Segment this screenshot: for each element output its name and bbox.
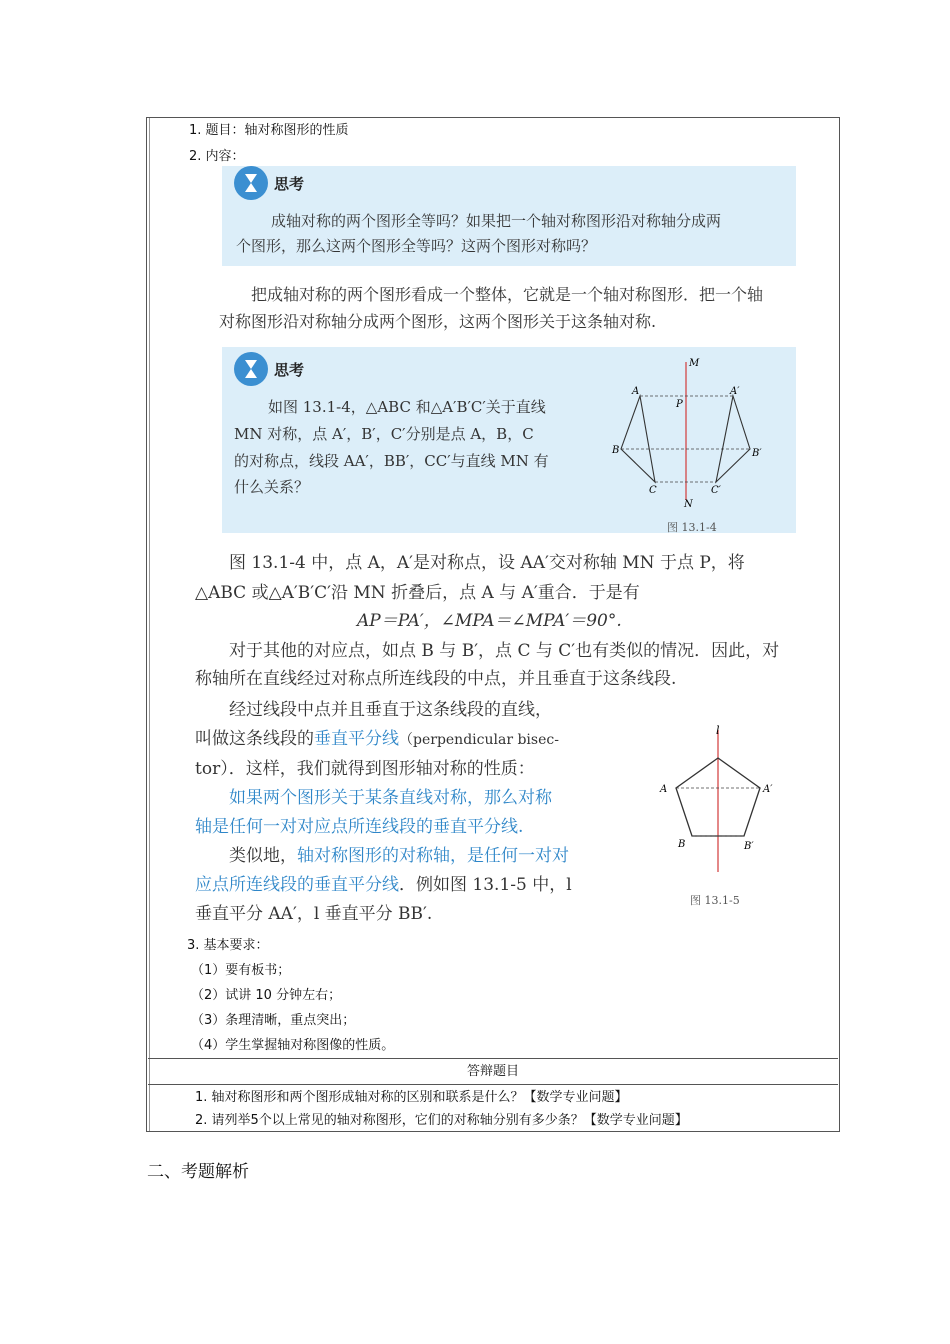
qa-heading: 答辩题目 (466, 1064, 519, 1079)
triangle-abc (621, 396, 655, 482)
para2-line1: 图 13.1-4 中，点 A，A′是对称点，设 AA′交对称轴 MN 于点 P，将 (229, 553, 745, 573)
figure-13-1-5 (650, 722, 790, 882)
para1-line1: 把成轴对称的两个图形看成一个整体，它就是一个轴对称图形．把一个轴 (251, 285, 764, 304)
term-perpendicular-bisector: 垂直平分线 (314, 729, 399, 749)
think-title-2: 思考 (274, 360, 305, 379)
label-a: A (660, 784, 668, 795)
para2-line3: AP＝PA′，∠MPA＝∠MPA′＝90°. (357, 611, 622, 631)
para3-line8: 垂直平分 AA′，l 垂直平分 BB′. (195, 904, 433, 924)
property-line2: 轴是任何一对对应点所连线段的垂直平分线. (195, 817, 524, 837)
label-m: M (689, 358, 700, 369)
requirement-item: （4）学生掌握轴对称图像的性质。 (191, 1038, 395, 1053)
figure-13-1-4 (600, 352, 790, 527)
divider-bottom (148, 1084, 838, 1085)
requirement-item: （1）要有板书； (191, 963, 291, 978)
para2-line2: △ABC 或△A′B′C′沿 MN 折叠后，点 A 与 A′重合．于是有 (195, 583, 640, 603)
figure-13-1-5-caption: 图 13.1-5 (690, 894, 740, 907)
think2-line2: MN 对称，点 A′，B′，C′分别是点 A，B，C (234, 425, 534, 443)
para3-line2: 叫做这条线段的垂直平分线（perpendicular bisec- (195, 729, 559, 749)
label-a-prime: A′ (730, 386, 740, 397)
para3-line1: 经过线段中点并且垂直于这条线段的直线， (229, 700, 552, 720)
think-title-1: 思考 (274, 174, 305, 193)
para1-line2: 对称图形沿对称轴分成两个图形，这两个图形关于这条轴对称. (219, 312, 657, 331)
think1-line2: 个图形，那么这两个图形全等吗？这两个图形对称吗？ (236, 237, 597, 255)
hourglass-icon (234, 166, 268, 200)
label-c-prime: C′ (711, 485, 721, 496)
section-title: 二、考题解析 (147, 1162, 249, 1182)
think2-line1: 如图 13.1-4，△ABC 和△A′B′C′关于直线 (268, 398, 546, 416)
figure-13-1-4-caption: 图 13.1-4 (667, 521, 717, 534)
think2-line3: 的对称点，线段 AA′，BB′，CC′与直线 MN 有 (234, 452, 549, 470)
label-p: P (676, 399, 683, 410)
label-b: B (612, 445, 620, 456)
label-c: C (649, 485, 657, 496)
think2-line4: 什么关系？ (234, 478, 310, 496)
label-b-prime: B′ (744, 841, 754, 852)
label-a-prime: A′ (763, 784, 773, 795)
para3-line6: 类似地，轴对称图形的对称轴，是任何一对对 (229, 846, 569, 866)
think-header-2 (234, 352, 304, 386)
topic-line: 1. 题目：轴对称图形的性质 (189, 123, 349, 138)
para2-line5: 称轴所在直线经过对称点所连线段的中点，并且垂直于这条线段. (195, 669, 677, 689)
property-line1: 如果两个图形关于某条直线对称，那么对称 (229, 788, 552, 808)
requirement-item: （2）试讲 10 分钟左右； (191, 988, 342, 1003)
para3-line7: 应点所连线段的垂直平分线．例如图 13.1-5 中，l (195, 875, 572, 895)
label-n: N (684, 499, 693, 510)
requirements-heading: 3. 基本要求： (187, 938, 269, 953)
requirement-item: （3）条理清晰，重点突出； (191, 1013, 356, 1028)
label-l: l (716, 724, 720, 737)
think-header-1 (234, 166, 304, 200)
label-b: B (678, 839, 686, 850)
triangle-a2b2c2 (716, 396, 750, 482)
think1-line1: 成轴对称的两个图形全等吗？如果把一个轴对称图形沿对称轴分成两 (271, 212, 722, 230)
qa-question-1: 1. 轴对称图形和两个图形成轴对称的区别和联系是什么？【数学专业问题】 (195, 1090, 628, 1105)
para3-line3: tor）．这样，我们就得到图形轴对称的性质： (195, 759, 535, 779)
para2-line4: 对于其他的对应点，如点 B 与 B′，点 C 与 C′也有类似的情况．因此，对 (229, 641, 780, 661)
divider-top (148, 1058, 838, 1059)
label-b-prime: B′ (752, 448, 762, 459)
content-label: 2. 内容： (189, 149, 245, 164)
label-a: A (632, 386, 640, 397)
hourglass-icon (234, 352, 268, 386)
qa-question-2: 2. 请列举5个以上常见的轴对称图形，它们的对称轴分别有多少条？【数学专业问题】 (195, 1113, 688, 1128)
